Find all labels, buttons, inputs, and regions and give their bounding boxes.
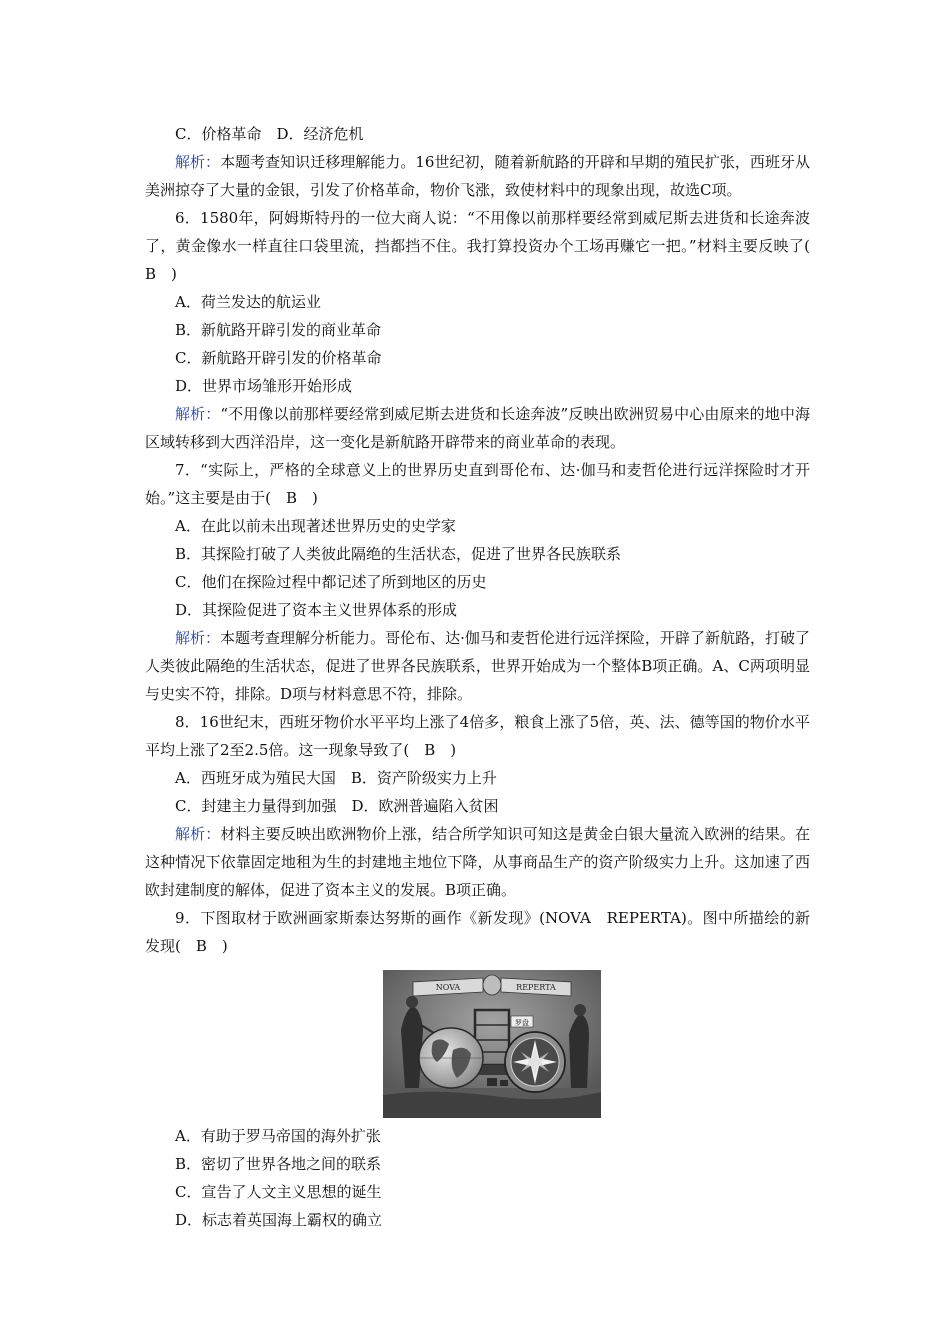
q8-analysis-text: 材料主要反映出欧洲物价上涨，结合所学知识可知这是黄金白银大量流入欧洲的结果。在这种情况下依靠固定地租为生的封建地主地位下降，从事商品生产的资产阶级实力上升。这加速了西欧封建制度的解体，促进了资本主义的发展。B项正确。: [145, 825, 810, 899]
left-figure-head: [406, 996, 418, 1008]
q5-options-line: C．价格革命 D．经济危机: [175, 125, 364, 143]
q9-option-c: C．宣告了人文主义思想的诞生: [175, 1183, 382, 1201]
banner-right-text: REPERTA: [516, 983, 556, 992]
q6-option-d: D．世界市场雏形开始形成: [175, 377, 353, 395]
q5-analysis-label: 解析：: [175, 153, 221, 171]
q6-analysis-label: 解析：: [175, 405, 221, 423]
q8-analysis-label: 解析：: [175, 825, 221, 843]
q7-analysis-label: 解析：: [175, 629, 221, 647]
q6-option-a: A．荷兰发达的航运业: [175, 293, 321, 311]
q7-analysis: [145, 624, 810, 708]
q9-option-a: A．有助于罗马帝国的海外扩张: [175, 1127, 381, 1145]
engraving-illustration: [383, 970, 601, 1118]
document-content: [145, 120, 826, 1234]
q8-options-ab: A．西班牙成为殖民大国 B．资产阶级实力上升: [175, 769, 497, 787]
nova-reperta-engraving: [383, 970, 601, 1118]
q6-analysis-text: “不用像以前那样要经常到威尼斯去进货和长途奔波”反映出欧洲贸易中心由原来的地中海区域转移到大西洋沿岸，这一变化是新航路开辟带来的商业革命的表现。: [145, 405, 810, 451]
banner-medallion: [483, 975, 501, 995]
right-figure-head: [574, 1004, 586, 1016]
q9-option-b: B．密切了世界各地之间的联系: [175, 1155, 382, 1173]
compass-tag-text: 罗盘: [515, 1019, 529, 1027]
q9-option-d: D．标志着英国海上霸权的确立: [175, 1211, 383, 1229]
q6-option-c: C．新航路开辟引发的价格革命: [175, 349, 382, 367]
q7-analysis-text: 本题考查理解分析能力。哥伦布、达·伽马和麦哲伦进行远洋探险，开辟了新航路，打破了人类彼此隔绝的生活状态，促进了世界各民族联系，世界开始成为一个整体B项正确。A、C两项明显与史实不符，排除。D项与材料意思不符，排除。: [145, 629, 810, 703]
q8-options-cd: C．封建主力量得到加强 D．欧洲普遍陷入贫困: [175, 797, 499, 815]
ground-object-1: [487, 1078, 497, 1086]
left-figure-body: [401, 1006, 423, 1088]
q5-analysis-text: 本题考查知识迁移理解能力。16世纪初，随着新航路的开辟和早期的殖民扩张，西班牙从美洲掠夺了大量的金银，引发了价格革命，物价飞涨，致使材料中的现象出现，故选C项。: [145, 153, 810, 199]
q8-stem: 8．16世纪末，西班牙物价水平平均上涨了4倍多，粮食上涨了5倍，英、法、德等国的物价水平平均上涨了2至2.5倍。这一现象导致了( B ): [145, 713, 810, 759]
q9-options: [145, 1122, 810, 1234]
q5-analysis: [145, 148, 810, 204]
banner-left-text: NOVA: [435, 983, 461, 992]
q9-figure-wrap: [145, 960, 810, 1122]
q6-analysis: [145, 400, 810, 456]
q7-option-a: A．在此以前未出现著述世界历史的史学家: [175, 517, 456, 535]
q9-stem: 9．下图取材于欧洲画家斯泰达努斯的画作《新发现》(NOVA REPERTA)。图中所描绘的新发现( B ): [145, 909, 810, 955]
q7-option-d: D．其探险促进了资本主义世界体系的形成: [175, 601, 458, 619]
q7-option-b: B．其探险打破了人类彼此隔绝的生活状态，促进了世界各民族联系: [175, 545, 622, 563]
ground-object-2: [500, 1080, 508, 1086]
q6-stem: 6．1580年，阿姆斯特丹的一位大商人说：“不用像以前那样要经常到威尼斯去进货和长途奔波了，黄金像水一样直往口袋里流，挡都挡不住。我打算投资办个工场再赚它一把。”材料主要反映了( B ): [145, 209, 826, 283]
q8-analysis: [145, 820, 810, 904]
q7-option-c: C．他们在探险过程中都记述了所到地区的历史: [175, 573, 487, 591]
q7-stem: 7．“实际上，严格的全球意义上的世界历史直到哥伦布、达·伽马和麦哲伦进行远洋探险时才开始。”这主要是由于( B ): [145, 461, 810, 507]
q6-option-b: B．新航路开辟引发的商业革命: [175, 321, 382, 339]
